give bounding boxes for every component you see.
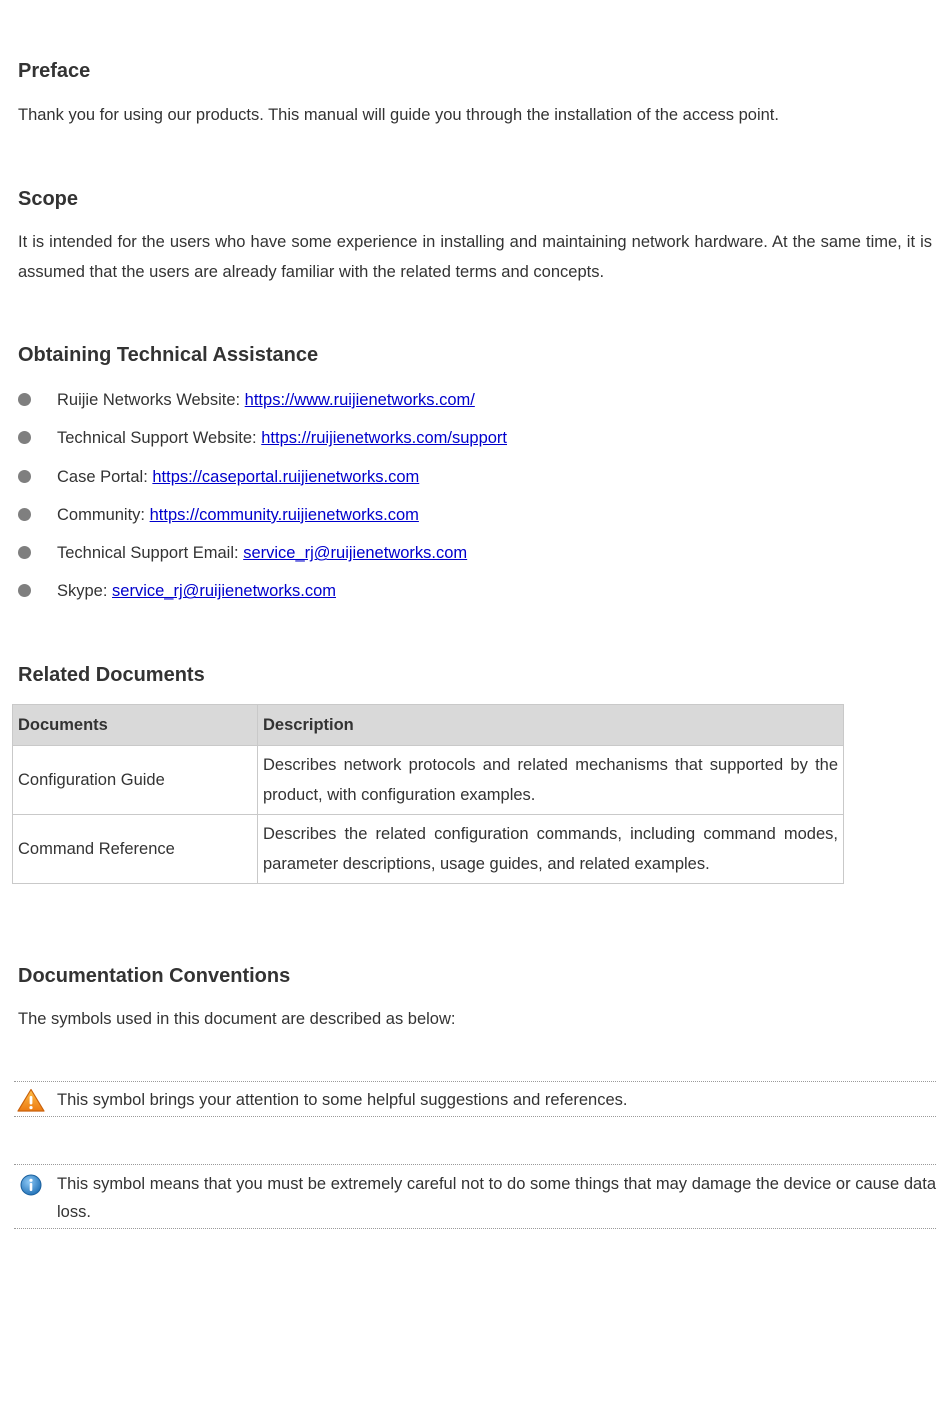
item-label: Case Portal: bbox=[57, 467, 153, 486]
column-header-documents: Documents bbox=[13, 705, 258, 746]
related-documents-heading: Related Documents bbox=[18, 664, 205, 686]
list-item bbox=[18, 460, 507, 498]
preface-text: Thank you for using our products. This manual will guide you through the installation of the access point. bbox=[18, 106, 779, 124]
document-description: Describes the related configuration commands, including command modes, parameter descriptions, usage guides, and related examples. bbox=[258, 815, 844, 884]
item-label: Community: bbox=[57, 505, 150, 524]
bullet-icon bbox=[18, 393, 31, 406]
warning-notice bbox=[14, 1081, 936, 1117]
column-header-description: Description bbox=[258, 705, 844, 746]
support-website-link[interactable]: https://ruijienetworks.com/support bbox=[261, 429, 508, 448]
item-label: Ruijie Networks Website: bbox=[57, 391, 245, 409]
preface-heading: Preface bbox=[18, 60, 91, 82]
item-label: Skype: bbox=[57, 582, 113, 601]
info-icon bbox=[17, 1173, 45, 1202]
bullet-icon bbox=[18, 508, 31, 521]
list-item bbox=[18, 536, 507, 574]
bullet-icon bbox=[18, 584, 31, 597]
warning-icon bbox=[17, 1088, 45, 1117]
list-item bbox=[18, 421, 507, 459]
warning-text: This symbol brings your attention to some helpful suggestions and references. bbox=[57, 1091, 628, 1109]
website-link[interactable]: https://www.ruijienetworks.com/ bbox=[244, 391, 475, 409]
related-documents-table bbox=[12, 704, 844, 884]
item-label: Technical Support Email: bbox=[57, 544, 244, 563]
assistance-heading: Obtaining Technical Assistance bbox=[18, 344, 319, 366]
scope-heading: Scope bbox=[18, 188, 79, 210]
skype-link[interactable]: service_rj@ruijienetworks.com bbox=[112, 582, 337, 601]
bullet-icon bbox=[18, 546, 31, 559]
table-row bbox=[13, 746, 844, 815]
info-text: This symbol means that you must be extremely careful not to do some things that may damage the device or cause data loss. bbox=[57, 1175, 936, 1221]
document-name: Command Reference bbox=[13, 815, 258, 884]
support-email-link[interactable]: service_rj@ruijienetworks.com bbox=[243, 544, 468, 563]
info-notice bbox=[14, 1164, 936, 1229]
list-item bbox=[18, 383, 507, 421]
community-link[interactable]: https://community.ruijienetworks.com bbox=[149, 505, 419, 524]
assistance-list bbox=[18, 383, 507, 613]
scope-text: It is intended for the users who have some experience in installing and maintaining network hardware. At the same time, it is assumed that the users are already familiar with the related terms and concepts. bbox=[18, 233, 932, 281]
bullet-icon bbox=[18, 431, 31, 444]
conventions-heading: Documentation Conventions bbox=[18, 965, 291, 987]
document-name: Configuration Guide bbox=[13, 746, 258, 815]
list-item bbox=[18, 498, 507, 536]
case-portal-link[interactable]: https://caseportal.ruijienetworks.com bbox=[152, 467, 420, 486]
table-row bbox=[13, 815, 844, 884]
conventions-intro: The symbols used in this document are described as below: bbox=[18, 1010, 456, 1028]
item-label: Technical Support Website: bbox=[57, 429, 262, 448]
table-header-row bbox=[13, 705, 844, 746]
document-description: Describes network protocols and related mechanisms that supported by the product, with configuration examples. bbox=[258, 746, 844, 815]
bullet-icon bbox=[18, 470, 31, 483]
list-item bbox=[18, 574, 507, 612]
